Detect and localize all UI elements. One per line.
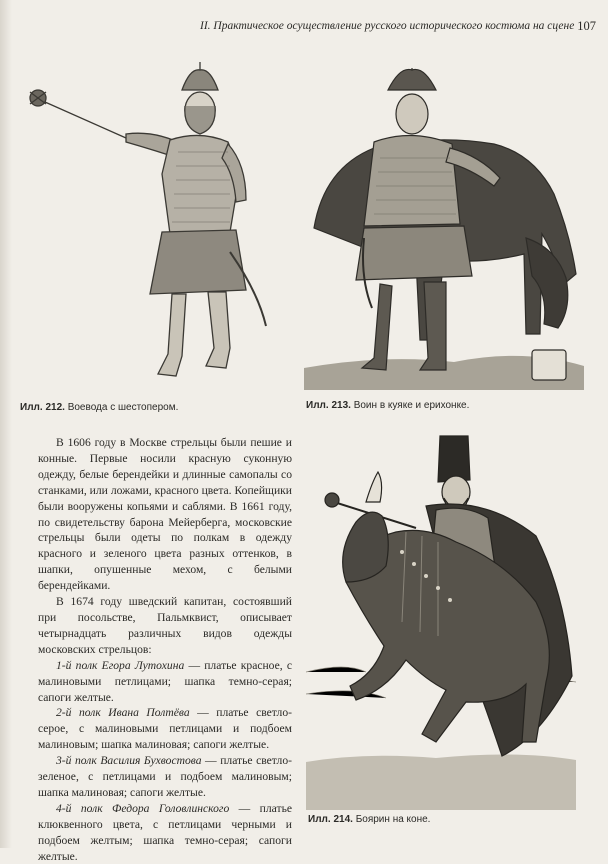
regiment-description: — платье светло-зеленое, с петлицами и подбоем малиновым; шапка малиновая; сапоги желтые. (38, 754, 292, 799)
regiment-entry (38, 753, 292, 801)
illustration-213 (304, 68, 584, 390)
illustration-214 (306, 432, 576, 810)
regiment-description: — платье клюквенного цвета, с петлицами черными и подбоем желтым; шапка темно-серая; сапоги желтые. (38, 801, 292, 863)
regiment-entry (38, 705, 292, 753)
caption-text: Воевода с шестопером. (67, 402, 179, 413)
paragraph: В 1674 году шведский капитан, состоявший при посольстве, Пальмквист, описывает четырнадцать различных видов одежды московских стрельцов: (38, 595, 292, 656)
page-gutter-shadow (0, 0, 12, 848)
regiment-description: — платье красное, с малиновыми петлицами; шапка темно-серая; сапоги желтые. (38, 658, 293, 704)
caption-number: Илл. 213. (306, 400, 351, 411)
regiment-name: 2-й полк Ивана Полтёва (56, 706, 190, 720)
regiment-name: 1-й полк Егора Лутохина (56, 658, 185, 672)
caption-213 (306, 400, 469, 411)
caption-214 (308, 814, 430, 825)
paragraph: В 1606 году в Москве стрельцы были пешие и конные. Первые носили красную суконную одежду, белые берендейки и длинные самопалы со станками, или ложами, красного цвета. Копейщики были вооружены копьями и саблями. В 1661 году, по свидетельству барона Мейерберга, московские стрельцы были одеты по полкам в одежду красного и зеленого цвета разных оттенков, в шапки, опушенные мехом, с белыми берендейками. (38, 436, 292, 593)
running-title: II. Практическое осуществление русского исторического костюма на сцене (200, 20, 575, 32)
regiment-name: 4-й полк Федора Головлинского (56, 801, 230, 815)
regiment-name: 3-й полк Василия Бухвостова (56, 754, 202, 768)
regiment-description: — платье светло-серое, с малиновыми петлицами и подбоем малиновым; шапка малиновая; сапоги желтые. (38, 706, 293, 752)
caption-212 (20, 402, 178, 413)
caption-number: Илл. 212. (20, 402, 65, 413)
illustration-212 (22, 62, 282, 392)
body-text (38, 435, 292, 864)
caption-number: Илл. 214. (308, 814, 353, 825)
regiment-entry (38, 801, 292, 864)
regiment-entry (38, 658, 292, 706)
caption-text: Воин в куяке и ерихонке. (353, 400, 470, 411)
page-number: 107 (577, 19, 596, 33)
caption-text: Боярин на коне. (355, 814, 431, 825)
